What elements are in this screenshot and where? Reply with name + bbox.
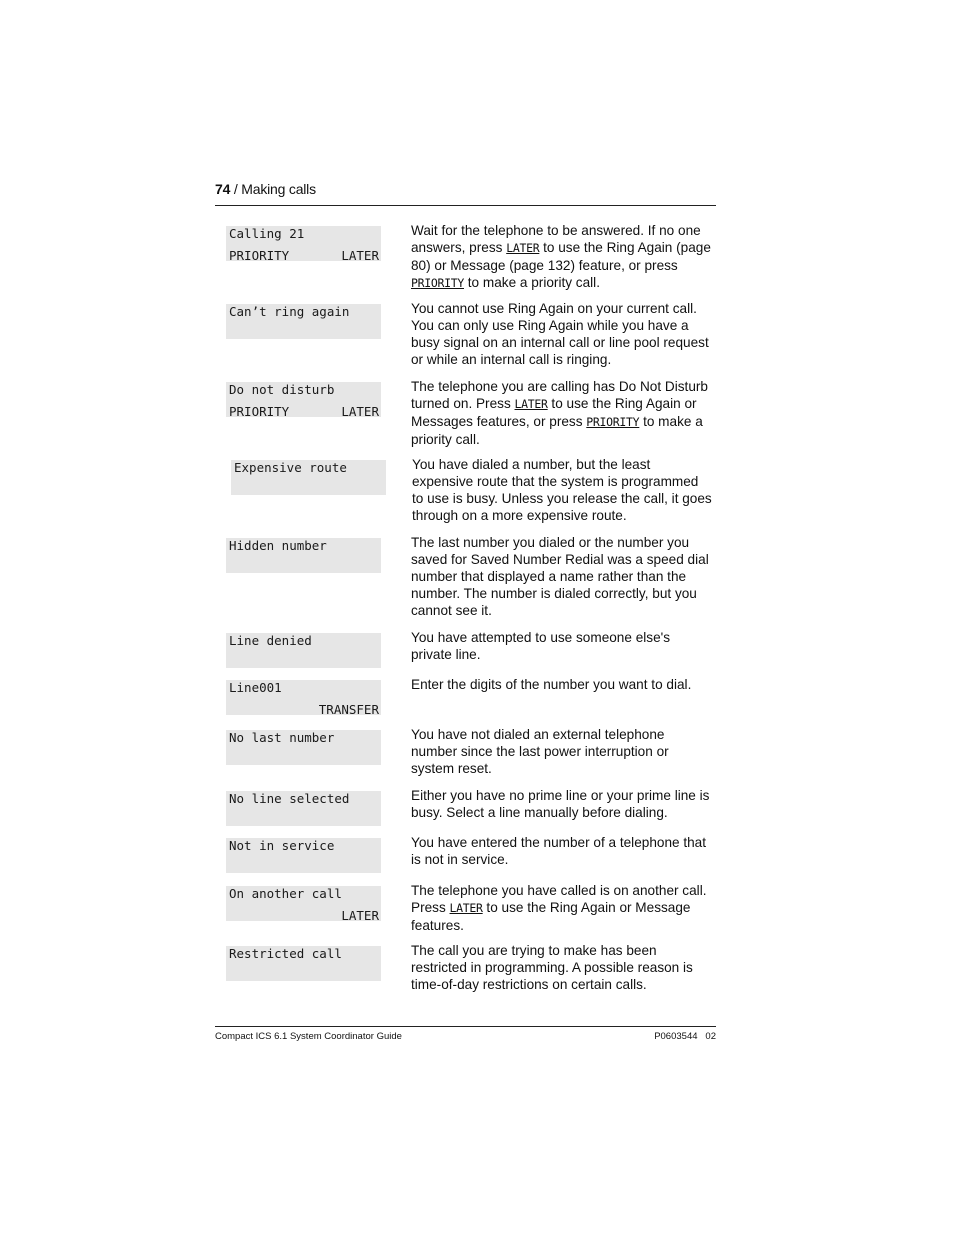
lcd-line1: On another call (229, 886, 342, 901)
lcd-line1: No line selected (229, 791, 350, 806)
description-do-not-disturb (411, 378, 711, 448)
description-cant-ring-again: You cannot use Ring Again on your current call. You can only use Ring Again while you have a busy signal on an internal call or line pool request or while an internal call is ringing. (411, 301, 709, 367)
description-on-another-call (411, 882, 711, 934)
lcd-line1: Restricted call (229, 946, 342, 961)
lcd-display-no-line-selected (226, 791, 381, 826)
priority-key-label: PRIORITY (586, 415, 640, 429)
lcd-display-restricted-call (226, 946, 381, 981)
description-no-line-selected: Either you have no prime line or your prime line is busy. Select a line manually before dialing. (411, 788, 710, 820)
header-divider (215, 205, 716, 206)
description-line-denied: You have attempted to use someone else's private line. (411, 630, 671, 662)
description-no-last-number: You have not dialed an external telephone number since the last power interruption or system reset. (411, 727, 669, 776)
lcd-line1: Do not disturb (229, 382, 335, 397)
later-key-label: LATER (506, 241, 540, 255)
lcd-transfer-key: TRANSFER (318, 702, 379, 717)
lcd-line1: Hidden number (229, 538, 327, 553)
lcd-later-key: LATER (341, 248, 379, 263)
lcd-priority-key: PRIORITY (229, 404, 290, 419)
footer-divider (215, 1026, 716, 1027)
lcd-display-calling (226, 226, 381, 261)
lcd-line1: No last number (229, 730, 335, 745)
desc-text: Wait for the telephone to be answered. If no one answers, press (411, 223, 701, 255)
lcd-display-do-not-disturb (226, 382, 381, 417)
desc-text: The telephone you are calling has Do Not Disturb turned on. Press (411, 379, 708, 411)
desc-text: The telephone you have called is on another call. Press (411, 883, 707, 915)
lcd-line1: Line001 (229, 680, 282, 695)
desc-text: to use the Ring Again or Messages features, or press (411, 396, 697, 429)
lcd-later-key: LATER (341, 404, 379, 419)
lcd-display-expensive-route (231, 460, 386, 495)
desc-text: to make a priority call. (411, 414, 703, 447)
lcd-display-not-in-service (226, 838, 381, 873)
description-line001: Enter the digits of the number you want to dial. (411, 677, 692, 692)
description-hidden-number: The last number you dialed or the number you saved for Saved Number Redial was a speed dial number that displayed a name rather than the number. The number is dialed correctly, but you cannot see it. (411, 535, 709, 618)
page-title: / Making calls (233, 181, 316, 197)
later-key-label: LATER (514, 397, 548, 411)
footer-document-number: P0603544 02 (654, 1031, 716, 1042)
page-number: 74 (215, 181, 231, 197)
desc-text: to use the Ring Again or Message features. (411, 900, 691, 933)
lcd-line1: Expensive route (234, 460, 347, 475)
lcd-display-on-another-call (226, 886, 381, 921)
lcd-display-line-denied (226, 633, 381, 668)
lcd-later-key: LATER (341, 908, 379, 923)
lcd-priority-key: PRIORITY (229, 248, 290, 263)
description-restricted-call: The call you are trying to make has been restricted in programming. A possible reason is time-of-day restrictions on certain calls. (411, 943, 693, 992)
description-calling (411, 222, 711, 292)
lcd-display-cant-ring-again (226, 304, 381, 339)
page-header (215, 181, 316, 197)
description-not-in-service: You have entered the number of a telephone that is not in service. (411, 835, 707, 867)
footer-guide-title: Compact ICS 6.1 System Coordinator Guide (215, 1031, 402, 1042)
lcd-display-no-last-number (226, 730, 381, 765)
later-key-label: LATER (449, 901, 483, 915)
desc-text: to use the Ring Again (page 80) or Message (page 132) feature, or press (411, 240, 711, 273)
lcd-line1: Line denied (229, 633, 312, 648)
desc-text: to make a priority call. (464, 275, 600, 290)
lcd-display-hidden-number (226, 538, 381, 573)
priority-key-label: PRIORITY (411, 276, 464, 290)
description-expensive-route: You have dialed a number, but the least expensive route that the system is programmed to use is busy. Unless you release the call, it goes through on a more expensive route. (412, 457, 712, 523)
lcd-line1: Calling 21 (229, 226, 305, 241)
lcd-line1: Can’t ring again (229, 304, 350, 319)
lcd-display-line001 (226, 680, 381, 715)
lcd-line1: Not in service (229, 838, 335, 853)
